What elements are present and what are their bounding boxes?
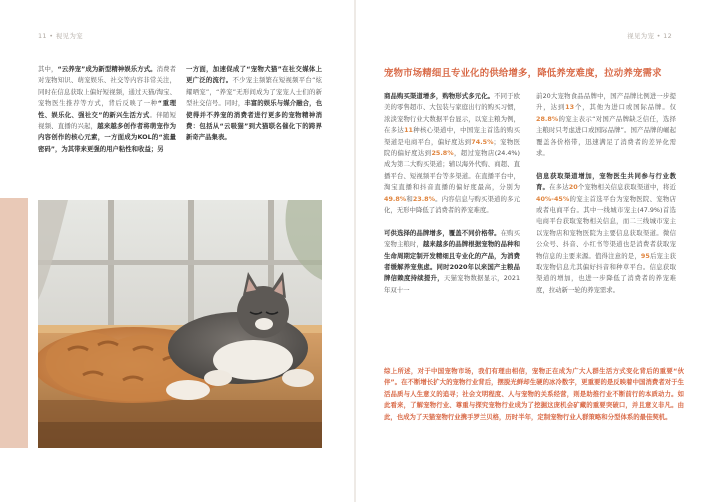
bold-run: 越来越多创作者将萌宠作为内容创作的核心元素，一方面成为KOL的“流量密码”，为其带来更强的用户粘性和收益；另	[38, 122, 177, 153]
text-run: 消费者对宠物知识、萌宠娱乐、社交等内容非常关注，同时在信息获取上偏好短视频，通过天猫/淘宝、宠物医生推荐等方式，背后反映了一种	[38, 65, 177, 108]
section-heading: 宠物市场精细且专业化的供给增多，降低养宠难度，拉动养宠需求	[384, 68, 662, 79]
page-number-left: 11 • 视见为宠	[38, 32, 83, 40]
highlight-number: 25.8%	[431, 149, 454, 158]
text-run: ；宠物医院的偏好度达到	[384, 137, 521, 158]
cats-photo	[38, 200, 322, 448]
highlight-number: 40%-45%	[536, 194, 570, 203]
left-column-2	[186, 64, 322, 144]
highlight-number: 23.8%	[412, 194, 436, 203]
text-run: 种核心渠道中，中国宠主首选的购买渠道是电商平台，偏好度达到	[384, 126, 521, 146]
highlight-number: 13	[565, 103, 575, 112]
highlight-number: 28.8%	[536, 114, 559, 123]
bold-run: 丰富的娱乐与媒介融合，也使得并不养宠的消费者进行更多的宠物精神消费：包括从“云吸猫”到犬猫联名催化下的跨界新奇产品集表。	[186, 99, 323, 142]
text-run: 天猫宠物数据显示，2021年双十一	[384, 274, 521, 294]
text-run: 个宠物相关信息获取渠道中，将近	[577, 183, 677, 192]
text-run: 不同于欧美的零售超市、大包装与家庭出行的购买习惯，浓淡宠物行业大数据平台显示，以宠主粮为例，在多达	[384, 92, 521, 135]
highlight-number: 11	[404, 126, 413, 135]
text-run: 的宠主表示“对国产品牌缺乏信任，选择主粮时只考虑进口或国际品牌”。国产品牌的崛起覆盖各价格带，迅速满足了消费者的差异化需求。	[536, 114, 676, 158]
right-column-2	[536, 91, 676, 296]
left-page	[0, 0, 354, 502]
page-number-right: 视见为宠 • 12	[627, 32, 672, 40]
bold-run: 一方面，加速促成了“宠物犬猫”在社交媒体上更广泛的流行。	[186, 65, 322, 85]
highlight-number: 49.8%	[384, 194, 407, 203]
right-column-1	[384, 91, 520, 296]
text-run: 后宠主获取宠物信息尤其偏好抖音和种草平台。信息获取渠道的增加，也进一步降低了消费者的养宠难度，拉动新一轮的养宠需求。	[536, 251, 676, 294]
subheading: 信息获取渠道增加，宠物医生共同参与行业教育。	[536, 171, 676, 192]
highlight-number: 95	[640, 251, 650, 260]
text-run: 在购买宠物主粮时，	[384, 228, 521, 249]
text-run: 前20大宠物食品品牌中，国产品牌比例进一步提升，达到	[536, 92, 676, 112]
text-run: ，超过宠物店(24.4%)成为第二大购买渠道；辅以海外代购、商超、直播平台、短视频平台等多渠道。在直播平台中，淘宝直播和抖音直播的偏好度最高，分别为	[384, 149, 520, 192]
text-run: 其中，	[38, 65, 58, 73]
subheading: 商品购买渠道增多，购物形式多元化。	[384, 92, 495, 100]
accent-bar	[0, 198, 28, 448]
cats-illustration	[38, 200, 322, 448]
text-run: 。伴随短视频、直播的兴起，	[38, 110, 177, 131]
highlight-number: 20	[568, 183, 578, 192]
bold-run: “云养宠”成为新型精神娱乐方式。	[57, 65, 157, 73]
subheading: 可供选择的品牌增多，覆盖不同价格带。	[384, 228, 501, 237]
text-run: 和	[406, 194, 413, 203]
bold-run: 越来越多的品牌根据宠物的品种和生命周期定制开发精细且专业化的产品，为消费者缓解养宠焦虑。同时2020年以来国产主粮品牌信赖度持续提升，	[384, 240, 521, 283]
left-column-1	[38, 64, 176, 155]
bold-run: “重理性、娱乐化、强社交”的新兴生活方式	[38, 99, 177, 119]
summary-paragraph: 综上所述，对于中国宠物市场，我们有理由相信，宠物正在成为广大人群生活方式变化背后的重要“伙伴”。在不断增长扩大的宠物行业背后，摆脱光鲜却生硬的冰冷数字，更重要的是反映着中国消费者对于生活品质与人生意义的追寻；社会文明程度、人与宠物的关系经营，则是助推行业不断前行的本质动力。如此看来，了解宠物行业、尊重与探究宠物行业成为了挖掘这庞机会矿藏的重要突破口，并且意义非凡。由此，也成为了天猫宠物行业携手罗兰贝格，历时半年，定制宠物行业人群策略和分型体系的最佳契机。	[384, 367, 684, 421]
text-run: 个，其他为进口或国际品牌。仅	[574, 103, 677, 112]
text-run: 的宠主首选平台为宠物医院、宠物店或者电商平台。其中一线城市宠主(47.9%)首选电商平台获取宠物相关信息，而二三线城市宠主以宠物店和宠物医院为主要信息获取渠道。微信公众号、抖音、小红书等渠道也是消费者获取宠物信息的主要来源。值得注意的是，	[536, 194, 676, 260]
text-run: 不少宠主频繁在短视频平台“炫耀晒宠”，“养宠”无形间成为了宠宠人士们的新型社交信号。同时，	[186, 76, 323, 108]
text-run: 。内容信息与购买渠道的多元化，无形中降低了消费者的养宠难度。	[384, 194, 521, 215]
text-run: 在多达	[549, 183, 569, 192]
highlight-number: 74.5%	[471, 137, 494, 146]
